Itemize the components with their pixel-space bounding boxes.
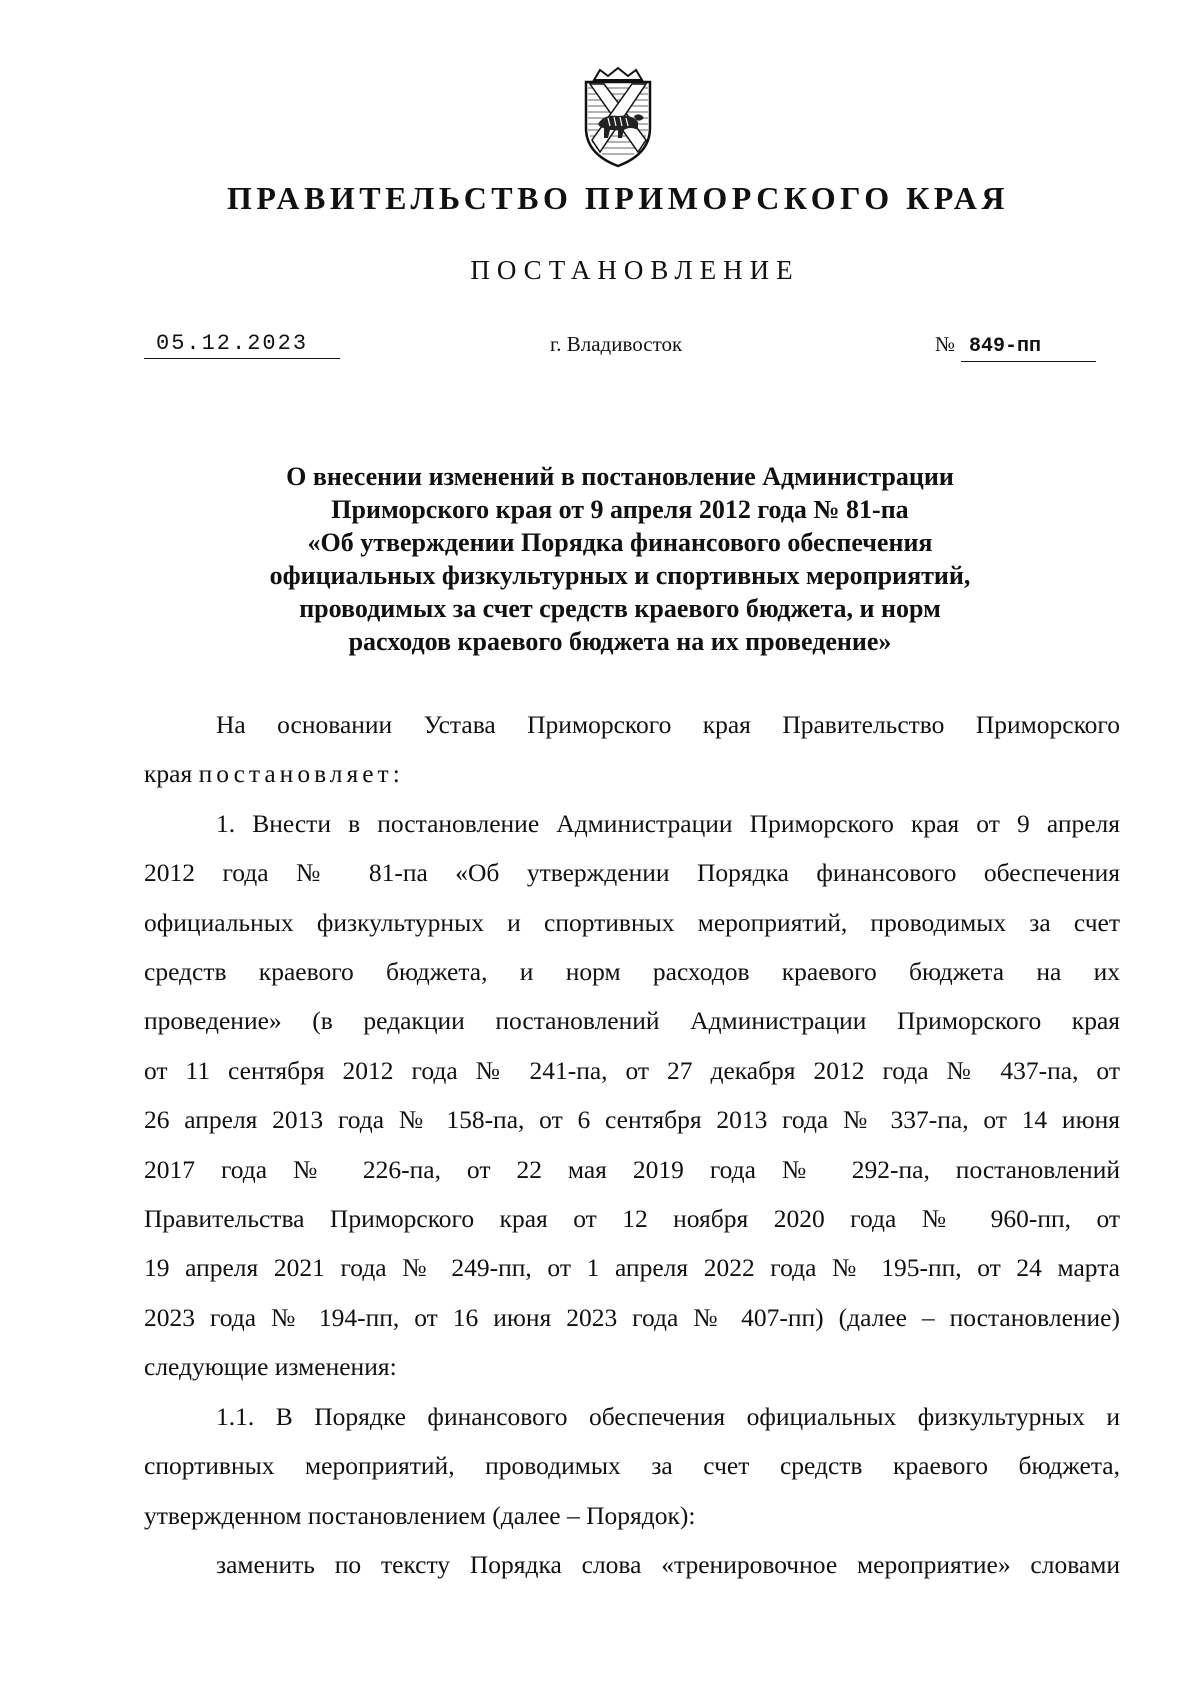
body-line: 26 апреля 2013 года № 158-па, от 6 сентября 2013 года № 337-па, от 14 июня <box>144 1105 1120 1135</box>
document-body <box>144 700 1120 1589</box>
body-line: 2023 года № 194-пп, от 16 июня 2023 года № 407-пп) (далее – постановление) <box>144 1302 1120 1332</box>
government-title: ПРАВИТЕЛЬСТВО ПРИМОРСКОГО КРАЯ <box>227 180 1009 216</box>
subject-line: расходов краевого бюджета на их проведение» <box>348 627 892 656</box>
body-line: заменить по тексту Порядка слова «тренировочное мероприятие» словами <box>216 1549 1120 1579</box>
preamble-line <box>144 749 1120 798</box>
resolution-verb: постановляет: <box>198 759 404 789</box>
subject-line: «Об утверждении Порядка финансового обеспечения <box>307 528 933 557</box>
body-line: 1.1. В Порядке финансового обеспечения официальных физкультурных и <box>216 1401 1120 1431</box>
body-line: 1. Внести в постановление Администрации Приморского края от 9 апреля <box>216 808 1120 838</box>
body-line: от 11 сентября 2012 года № 241-па, от 27 декабря 2012 года № 437-па, от <box>144 1055 1120 1085</box>
body-line: спортивных мероприятий, проводимых за счет средств краевого бюджета, <box>144 1451 1120 1481</box>
body-line: 19 апреля 2021 года № 249-пп, от 1 апреля 2022 года № 195-пп, от 24 марта <box>144 1253 1120 1283</box>
body-line: 2017 года № 226-па, от 22 мая 2019 года № 292-па, постановлений <box>144 1154 1120 1184</box>
preamble-prefix: края <box>144 759 199 789</box>
body-line: следующие изменения: <box>144 1352 397 1382</box>
coat-of-arms-icon <box>578 66 658 170</box>
preamble-line: На основании Устава Приморского края Правительство Приморского <box>216 710 1120 739</box>
subject-line: проводимых за счет средств краевого бюджета, и норм <box>299 594 941 623</box>
number-sign: № <box>935 332 956 356</box>
body-line: официальных физкультурных и спортивных мероприятий, проводимых за счет <box>144 907 1120 937</box>
body-line: Правительства Приморского края от 12 ноября 2020 года № 960-пп, от <box>144 1204 1120 1234</box>
document-date: 05.12.2023 <box>144 330 340 359</box>
subject-line: Приморского края от 9 апреля 2012 года № 81-па <box>331 495 909 524</box>
subject-line: официальных физкультурных и спортивных мероприятий, <box>269 561 971 590</box>
document-type: ПОСТАНОВЛЕНИЕ <box>470 255 800 285</box>
body-line: утвержденном постановлением (далее – Порядок): <box>144 1500 696 1530</box>
document-city: г. Владивосток <box>550 332 683 356</box>
body-line: проведение» (в редакции постановлений Администрации Приморского края <box>144 1006 1120 1036</box>
number-value: 849-пп <box>961 333 1096 362</box>
document-subject <box>180 460 1060 658</box>
body-line: средств краевого бюджета, и норм расходов краевого бюджета на их <box>144 957 1120 987</box>
document-meta-row <box>0 330 1200 370</box>
document-number <box>935 330 1096 362</box>
body-line: 2012 года № 81-па «Об утверждении Порядка финансового обеспечения <box>144 858 1120 888</box>
subject-line: О внесении изменений в постановление Администрации <box>286 462 954 491</box>
